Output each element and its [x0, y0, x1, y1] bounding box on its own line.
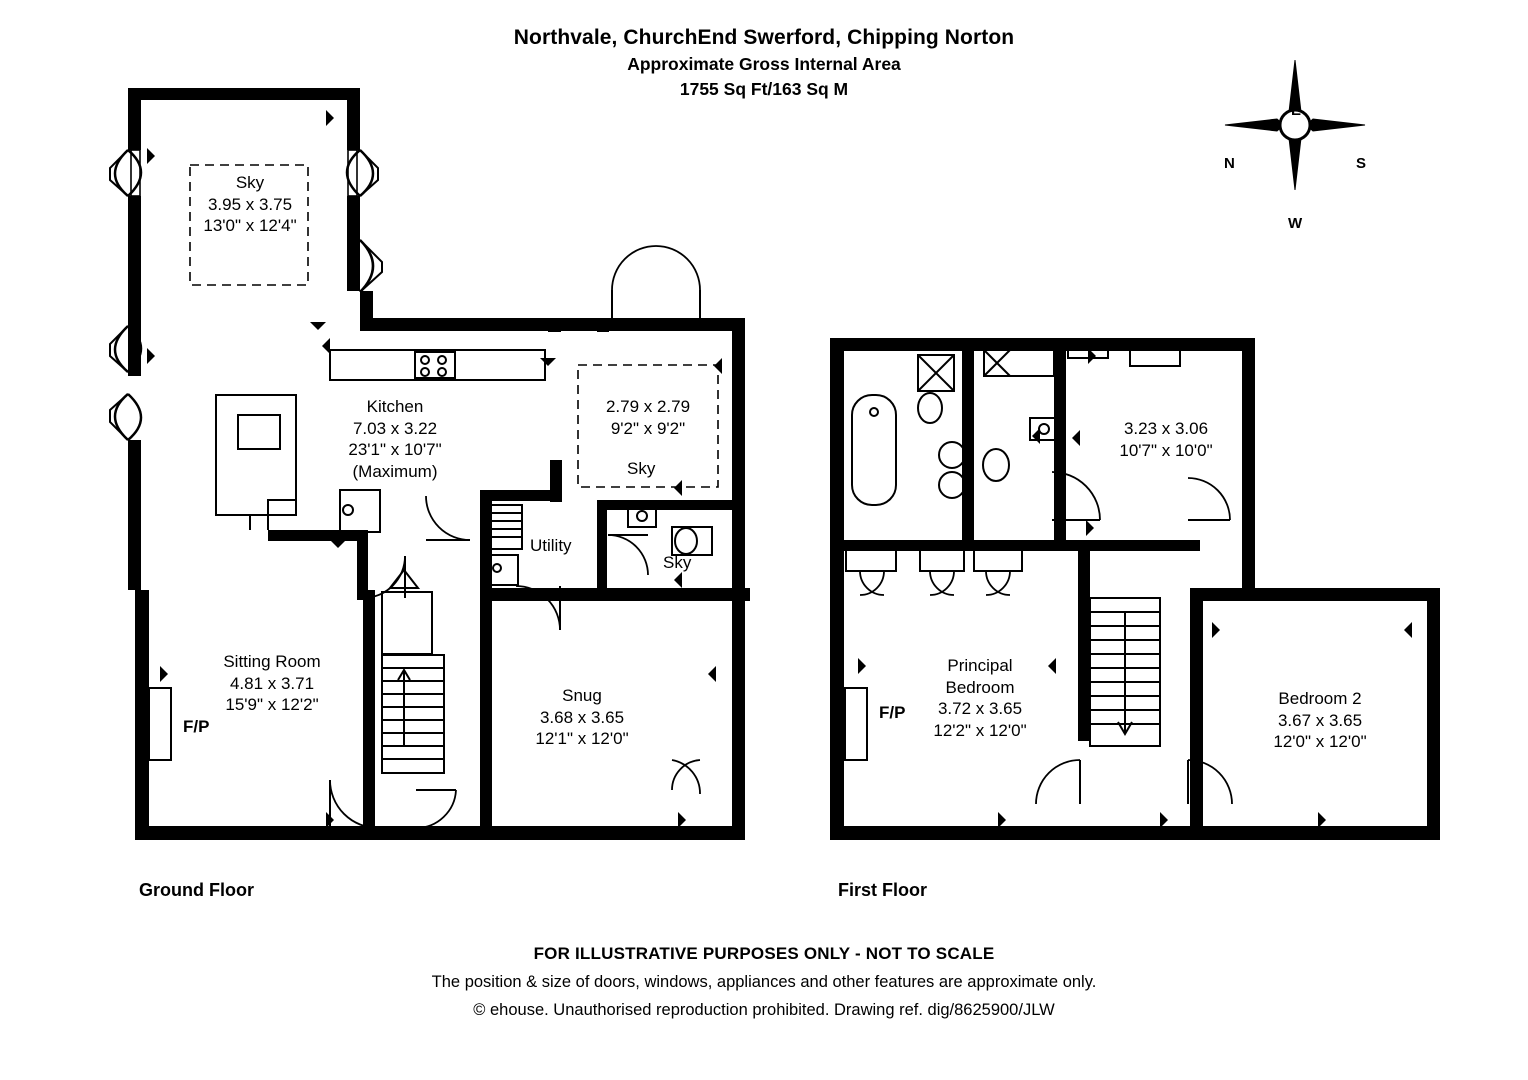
room-dim-imperial: 12'0" x 12'0"	[1273, 732, 1367, 751]
floor-label-first: First Floor	[838, 880, 927, 900]
room-name: Kitchen	[366, 397, 424, 416]
room-label-bedroom-3	[1092, 418, 1240, 461]
room-label-bedroom-2	[1240, 688, 1400, 753]
room-name-line-2: Bedroom	[945, 677, 1015, 697]
room-dim-imperial: 10'7" x 10'0"	[1119, 440, 1213, 460]
room-label-snug	[508, 685, 656, 750]
room-dim-metric: 4.81 x 3.71	[229, 673, 315, 693]
compass-label-south: S	[1356, 155, 1367, 172]
room-dim-imperial: 15'9" x 12'2"	[225, 695, 319, 714]
room-name: Snug	[562, 686, 602, 705]
room-dim-imperial: 12'2" x 12'0"	[933, 720, 1027, 740]
room-dim-metric: 3.72 x 3.65	[937, 699, 1023, 718]
disclaimer-line-2: The position & size of doors, windows, appliances and other features are approximate only.	[431, 973, 1097, 991]
gross-area-value: 1755 Sq Ft/163 Sq M	[679, 79, 849, 99]
room-label-sky-3: Sky	[663, 553, 692, 572]
room-label-sitting-room	[180, 651, 364, 716]
compass-label-north: N	[1224, 155, 1235, 172]
fireplace-label-first: F/P	[879, 703, 906, 722]
compass-label-east: E	[1291, 102, 1302, 119]
room-note: (Maximum)	[352, 461, 438, 481]
room-dim-imperial: 13'0" x 12'4"	[203, 216, 297, 235]
compass-icon	[1210, 50, 1380, 200]
room-dim-imperial: 12'1" x 12'0"	[535, 729, 629, 748]
room-name: Bedroom 2	[1278, 689, 1362, 708]
room-dim-metric: 3.67 x 3.65	[1277, 710, 1363, 730]
room-dim-imperial: 9'2" x 9'2"	[610, 418, 686, 438]
room-label-kitchen	[300, 396, 490, 482]
room-dim-metric: 3.68 x 3.65	[539, 707, 625, 727]
room-dim-metric: 3.23 x 3.06	[1123, 419, 1209, 438]
room-name: Sitting Room	[223, 652, 321, 671]
compass-rose	[1210, 50, 1380, 232]
first-floor-plan	[830, 338, 1440, 840]
compass-label-west: W	[1288, 215, 1303, 232]
gross-area-label: Approximate Gross Internal Area	[627, 54, 901, 74]
copyright-line: © ehouse. Unauthorised reproduction prohibited. Drawing ref. dig/8625900/JLW	[473, 1001, 1055, 1019]
room-name-line-1: Principal	[947, 656, 1013, 675]
room-label-sky-1	[188, 172, 312, 237]
room-dim-imperial: 23'1" x 10'7"	[348, 440, 442, 459]
room-dim-metric: 7.03 x 3.22	[352, 418, 438, 438]
room-label-sky-2-dims	[578, 396, 718, 439]
footer-disclaimer	[0, 940, 1528, 1024]
page-title: Northvale, ChurchEnd Swerford, Chipping Norton	[513, 26, 1015, 49]
room-dim-metric: 2.79 x 2.79	[605, 397, 691, 416]
fireplace-label-ground: F/P	[183, 717, 210, 736]
room-name: Sky	[235, 173, 265, 192]
room-dim-metric: 3.95 x 3.75	[207, 194, 293, 214]
room-label-sky-2: Sky	[627, 459, 656, 478]
disclaimer-line-1: FOR ILLUSTRATIVE PURPOSES ONLY - NOT TO SCALE	[533, 944, 995, 963]
floor-label-ground: Ground Floor	[139, 880, 254, 900]
room-label-utility: Utility	[530, 536, 572, 555]
room-label-principal-bedroom	[900, 655, 1060, 741]
